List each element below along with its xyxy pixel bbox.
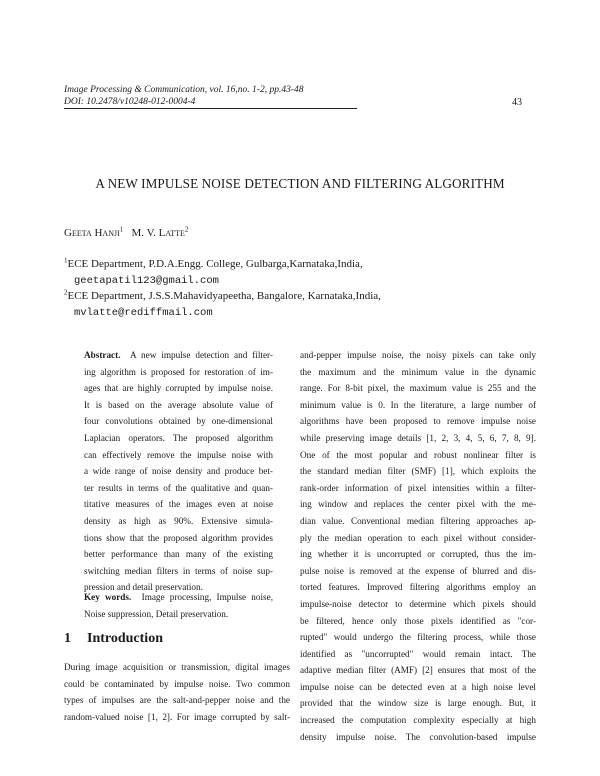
body-line: density impulse noise. The convolution-based impulse — [300, 731, 536, 742]
body-line: torted features. Improved filtering algorithms employ an — [300, 582, 536, 593]
body-line: impulse noise can be detected even at a high noise level — [300, 681, 536, 692]
abstract-line: It is based on the average absolute value of — [84, 399, 273, 410]
body-line: ply the median operation to each pixel without consider- — [300, 532, 536, 543]
keywords-label: Key words. — [84, 592, 132, 602]
body-line: the maximum and the minimum value in the dynamic — [300, 366, 536, 377]
body-line: random-valued noise [1, 2]. For image corrupted by salt- — [64, 711, 290, 722]
body-line: the standard median filter (SMF) [1], which exploits the — [300, 466, 536, 477]
body-line: dian value. Conventional median filtering approaches ap- — [300, 515, 536, 526]
email: geetapatil123@gmail.com — [74, 275, 219, 287]
affiliation-1 — [64, 257, 363, 288]
abstract — [84, 347, 273, 596]
body-line: increased the computation complexity especially at high — [300, 715, 536, 726]
abstract-line: ing algorithm is proposed for restoration of im- — [84, 366, 273, 377]
body-line: algorithms have been proposed to remove impulse noise — [300, 416, 536, 427]
author-list — [64, 227, 188, 239]
affiliation-text: ECE Department, P.D.A.Engg. College, Gulbarga,Karnataka,India, — [67, 258, 363, 270]
abstract-line: pression and detail preservation. — [84, 582, 203, 593]
abstract-label: Abstract. — [84, 350, 121, 360]
abstract-line: ter results in terms of the qualitative and quan- — [84, 482, 273, 493]
body-line: adaptive median filter (AMF) [2] ensures that most of the — [300, 665, 536, 676]
intro-left-column — [64, 659, 290, 725]
body-line: identified as "uncorrupted" would remain intact. The — [300, 648, 536, 659]
body-line: range. For 8-bit pixel, the maximum value is 255 and the — [300, 383, 536, 394]
email: mvlatte@rediffmail.com — [74, 307, 213, 319]
abstract-line: tions show that the proposed algorithm provides — [84, 532, 273, 543]
keywords — [84, 589, 273, 622]
abstract-line: can effectively remove the impulse noise with — [84, 449, 273, 460]
abstract-line: switching median filters in terms of noise sup- — [84, 565, 273, 576]
section-heading — [64, 631, 163, 647]
body-line: while preserving image details [1, 2, 3, 4, 5, 6, 7, 8, 9]. — [300, 432, 536, 443]
body-line: One of the most popular and robust nonlinear filter is — [300, 449, 536, 460]
abstract-line: Abstract. A new impulse detection and filter- — [84, 350, 273, 360]
abstract-line: Laplacian operators. The proposed algorithm — [84, 432, 273, 443]
abstract-line: density as high as 90%. Extensive simula- — [84, 515, 273, 526]
section-title: Introduction — [87, 631, 163, 646]
body-line: During image acquisition or transmission, digital images — [64, 662, 290, 672]
affiliation-2 — [64, 289, 381, 320]
body-line: and-pepper impulse noise, the noisy pixels can take only — [300, 350, 536, 360]
body-line: minimum value is 0. In the literature, a large number of — [300, 399, 536, 410]
body-line: types of impulses are the salt-and-pepper noise and the — [64, 695, 290, 706]
body-line: impulse-noise detector to determine which pixels should — [300, 598, 536, 609]
abstract-line: ages that are highly corrupted by impulse noise. — [84, 383, 273, 394]
section-number: 1 — [64, 631, 71, 646]
abstract-line: a wide range of noise density and produce bet- — [84, 466, 273, 477]
keywords-line: Noise suppression, Detail preservation. — [84, 608, 229, 619]
abstract-line: four convolutions obtained by one-dimensional — [84, 416, 273, 427]
body-line: provided that the window size is large enough. But, it — [300, 698, 536, 709]
author-name: Geeta Hanji — [64, 227, 120, 239]
intro-right-column — [300, 347, 536, 745]
keywords-line: Key words. Image processing, Impulse noise, — [84, 592, 273, 602]
page-number: 43 — [512, 97, 522, 108]
author-sup: 1 — [119, 225, 124, 234]
body-line: ing window and replaces the center pixel with the me- — [300, 499, 536, 510]
affiliation-text: ECE Department, J.S.S.Mahavidyapeetha, Bangalore, Karnataka,India, — [67, 290, 381, 302]
body-line: could be contaminated by impulse noise. Two common — [64, 678, 290, 689]
author-sup: 2 — [184, 225, 189, 234]
affiliation-sup: 2 — [64, 288, 68, 297]
body-line: pulse noise is removed at the expense of blurred and dis- — [300, 565, 536, 576]
abstract-line: better performance than many of the existing — [84, 549, 273, 560]
body-line: rupted" would undergo the filtering process, while those — [300, 632, 536, 643]
doi: DOI: 10.2478/v10248-012-0004-4 — [64, 97, 196, 107]
body-line: rank-order information of pixel intensities within a filter- — [300, 482, 536, 493]
journal-citation: Image Processing & Communication, vol. 16,no. 1-2, pp.43-48 — [64, 85, 304, 95]
header-rule — [64, 108, 357, 109]
author-name: M. V. Latte — [131, 227, 185, 239]
abstract-line: titative measures of the images even at noise — [84, 499, 273, 510]
body-line: ing whether it is uncorrupted or corrupted, thus the im- — [300, 549, 536, 560]
body-line: be filtered, hence only those pixels identified as "cor- — [300, 615, 536, 626]
affiliation-sup: 1 — [64, 256, 68, 265]
paper-title: A NEW IMPULSE NOISE DETECTION AND FILTERING ALGORITHM — [95, 176, 505, 191]
